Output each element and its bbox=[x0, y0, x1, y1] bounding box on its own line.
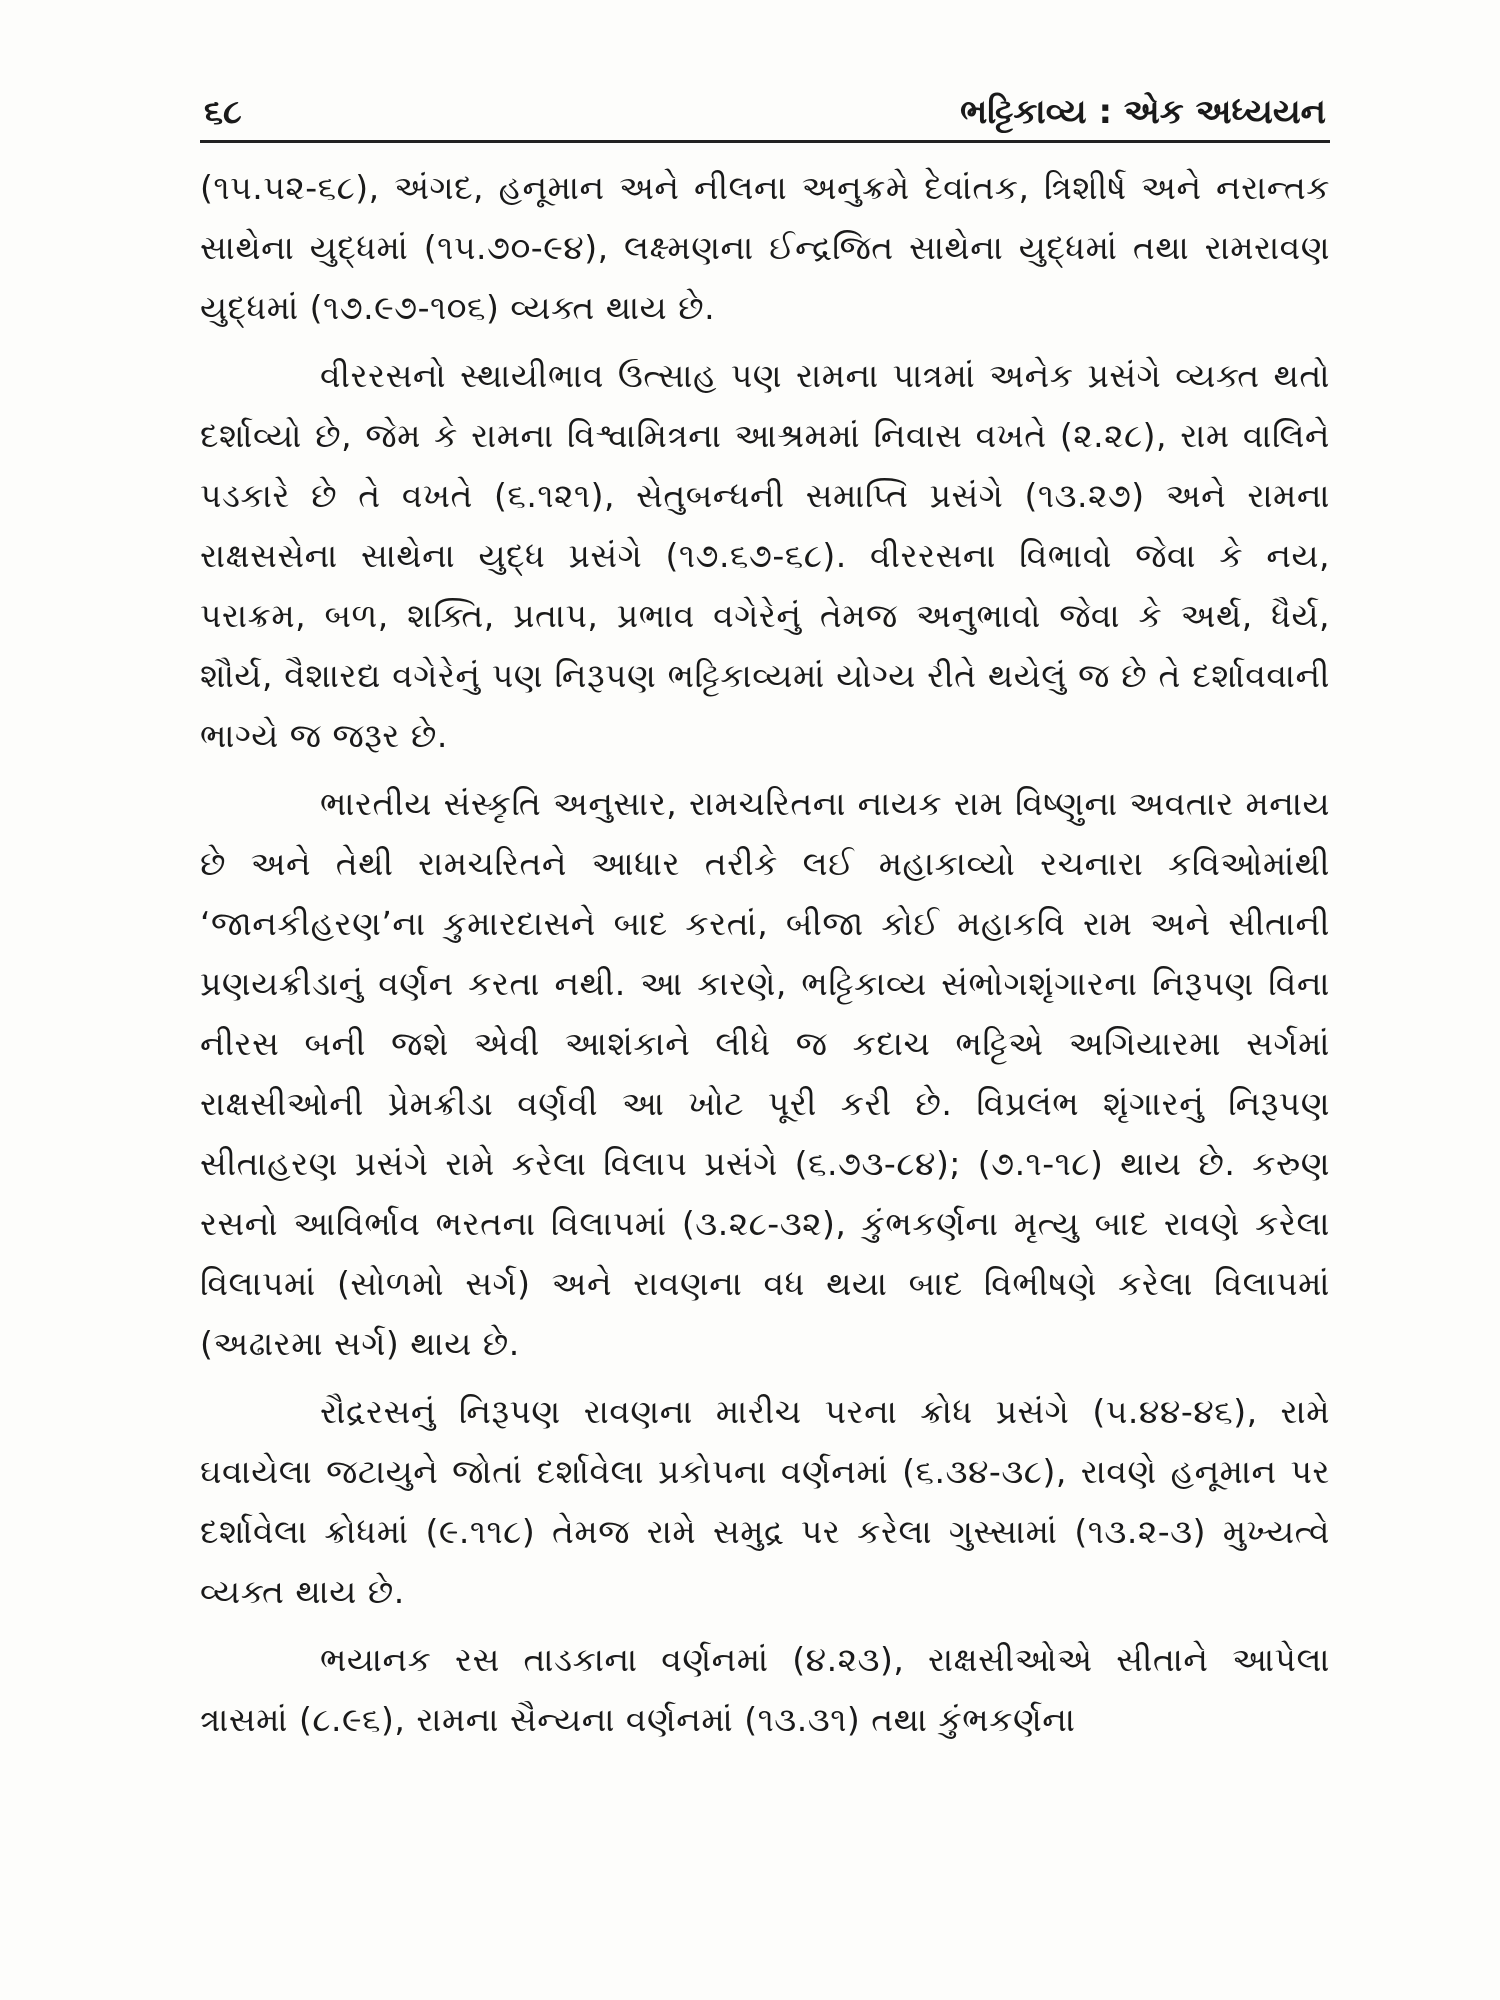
paragraph-bhayanaka-rasa: ભયાનક રસ તાડકાના વર્ણનમાં (૪.૨૩), રાક્ષસીઓએ સીતાને આપેલા ત્રાસમાં (૮.૯૬), રામના સૈન્યના વર્ણનમાં (૧૩.૩૧) તથા કુંભકર્ણના bbox=[200, 1640, 1330, 1739]
paragraph-raudra-rasa: રૌદ્રરસનું નિરૂપણ રાવણના મારીચ પરના ક્રોધ પ્રસંગે (૫.૪૪-૪૬), રામે ઘવાયેલા જટાયુને જોતાં દર્શાવેલા પ્રકોપના વર્ણનમાં (૬.૩૪-૩૮), રાવણે હનૂમાન પર દર્શાવેલા ક્રોધમાં (૯.૧૧૮) તેમજ રામે સમુદ્ર પર કરેલા ગુસ્સામાં (૧૩.૨-૩) મુખ્યત્વે વ્યક્ત થાય છે. bbox=[200, 1392, 1330, 1611]
page-number: ૬૮ bbox=[204, 92, 242, 132]
paragraph-vira-rasa: વીરરસનો સ્થાયીભાવ ઉત્સાહ પણ રામના પાત્રમાં અનેક પ્રસંગે વ્યક્ત થતો દર્શાવ્યો છે, જેમ કે રામના વિશ્વામિત્રના આશ્રમમાં નિવાસ વખતે (૨.૨૮), રામ વાલિને પડકારે છે તે વખતે (૬.૧૨૧), સેતુબન્ધની સમાપ્તિ પ્રસંગે (૧૩.૨૭) અને રામના રાક્ષસસેના સાથેના યુદ્ધ પ્રસંગે (૧૭.૬૭-૬૮). વીરરસના વિભાવો જેવા કે નય, પરાક્રમ, બળ, શક્તિ, પ્રતાપ, પ્રભાવ વગેરેનું તેમજ અનુભાવો જેવા કે અર્થ, ધૈર્ય, શૌર્ય, વૈશારદ્ય વગેરેનું પણ નિરૂપણ ભટ્ટિકાવ્યમાં યોગ્ય રીતે થયેલું જ છે તે દર્શાવવાની ભાગ્યે જ જરૂર છે. bbox=[200, 356, 1330, 755]
paragraph-shringara: ભારતીય સંસ્કૃતિ અનુસાર, રામચરિતના નાયક રામ વિષ્ણુના અવતાર મનાય છે અને તેથી રામચરિતને આધાર તરીકે લઈ મહાકાવ્યો રચનારા કવિઓમાંથી ‘જાનકીહરણ’ના કુમારદાસને બાદ કરતાં, બીજા કોઈ મહાકવિ રામ અને સીતાની પ્રણયક્રીડાનું વર્ણન કરતા નથી. આ કારણે, ભટ્ટિકાવ્ય સંભોગશૃંગારના નિરૂપણ વિના નીરસ બની જશે એવી આશંકાને લીધે જ કદાચ ભટ્ટિએ અગિયારમા સર્ગમાં રાક્ષસીઓની પ્રેમક્રીડા વર્ણવી આ ખોટ પૂરી કરી છે. વિપ્રલંભ શૃંગારનું નિરૂપણ સીતાહરણ પ્રસંગે રામે કરેલા વિલાપ પ્રસંગે (૬.૭૩-૮૪); (૭.૧-૧૮) થાય છે. કરુણ રસનો આવિર્ભાવ ભરતના વિલાપમાં (૩.૨૮-૩૨), કુંભકર્ણના મૃત્યુ બાદ રાવણે કરેલા વિલાપમાં (સોળમો સર્ગ) અને રાવણના વધ થયા બાદ વિભીષણે કરેલા વિલાપમાં (અઢારમા સર્ગ) થાય છે. bbox=[200, 784, 1330, 1363]
body-text bbox=[200, 158, 1330, 1758]
running-title: ભટ્ટિકાવ્ય : એક અધ્યયન bbox=[960, 92, 1326, 132]
page-header bbox=[200, 84, 1330, 143]
paragraph-continuation: (૧૫.૫૨-૬૮), અંગદ, હનૂમાન અને નીલના અનુક્રમે દેવાંતક, ત્રિશીર્ષ અને નરાન્તક સાથેના યુદ્ધમાં (૧૫.૭૦-૯૪), લક્ષ્મણના ઈન્દ્રજિત સાથેના યુદ્ધમાં તથા રામરાવણ યુદ્ધમાં (૧૭.૯૭-૧૦૬) વ્યક્ત થાય છે. bbox=[200, 168, 1330, 327]
